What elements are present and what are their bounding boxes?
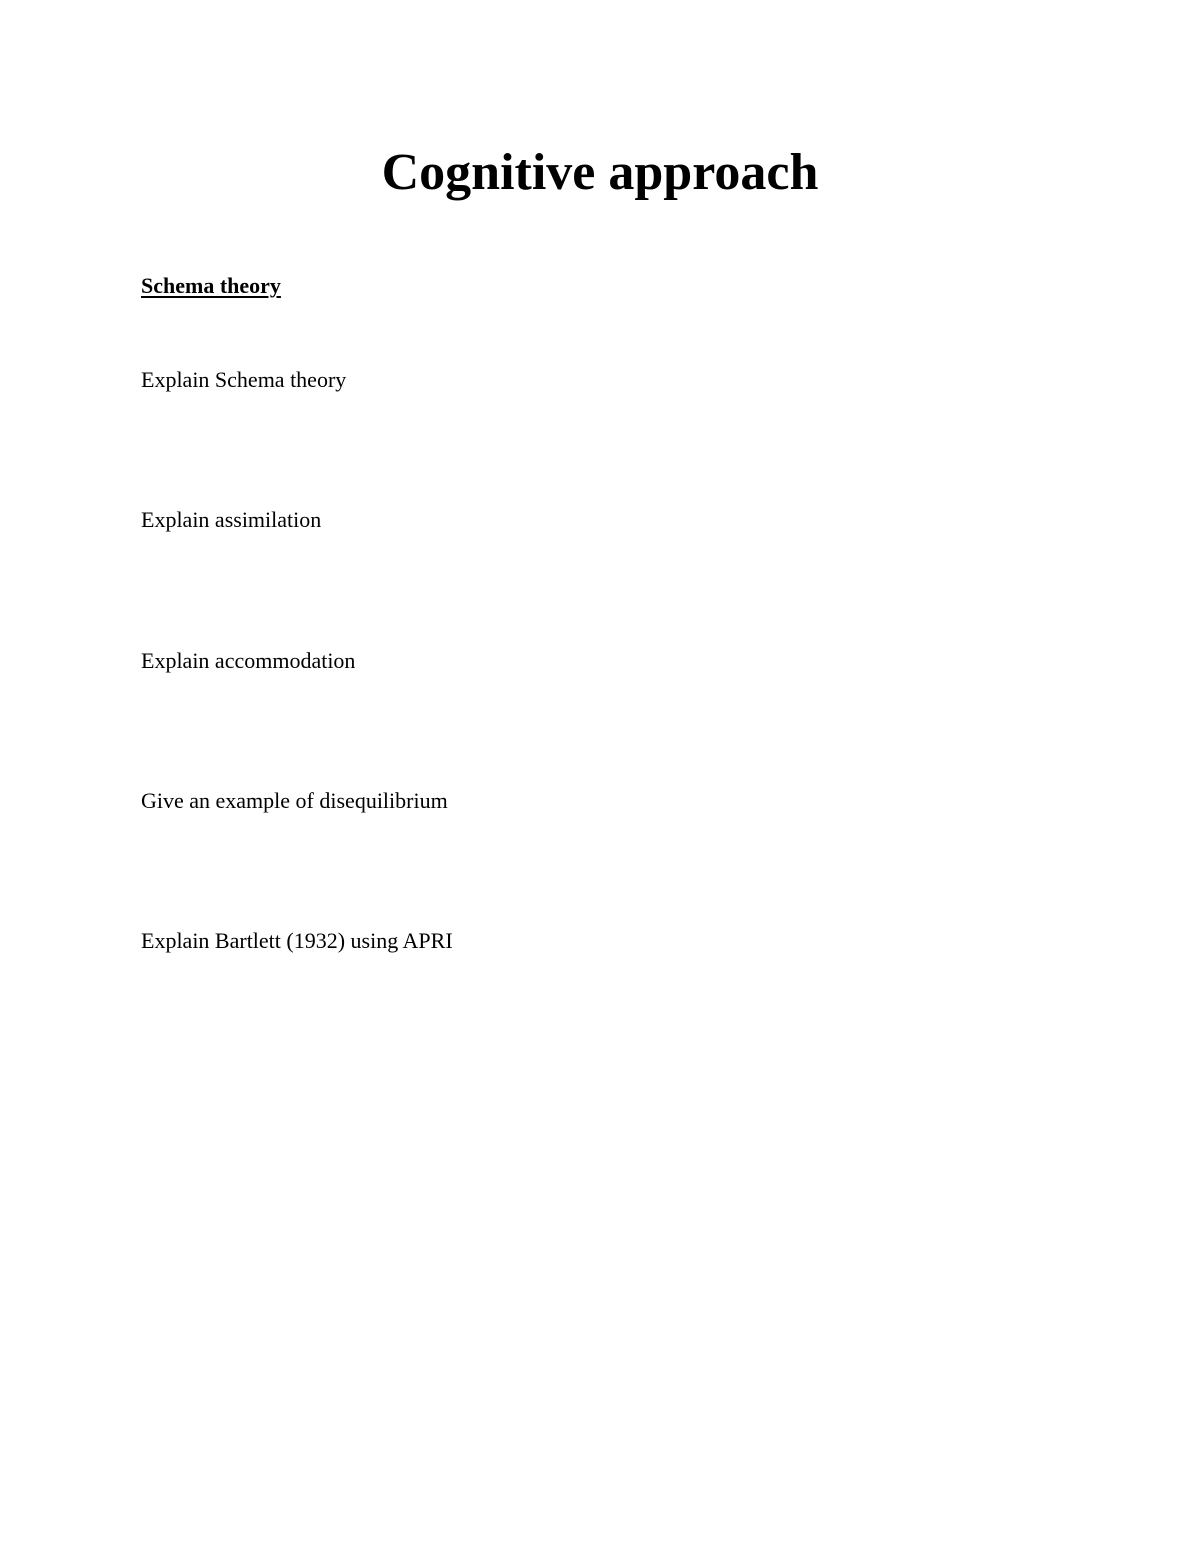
page-title: Cognitive approach bbox=[381, 144, 819, 201]
question-item: Explain Schema theory bbox=[141, 367, 347, 392]
question-item: Explain accommodation bbox=[141, 648, 356, 673]
section-heading: Schema theory bbox=[141, 273, 281, 298]
question-item: Give an example of disequilibrium bbox=[141, 788, 448, 813]
question-item: Explain assimilation bbox=[141, 507, 322, 532]
question-item: Explain Bartlett (1932) using APRI bbox=[141, 928, 453, 953]
